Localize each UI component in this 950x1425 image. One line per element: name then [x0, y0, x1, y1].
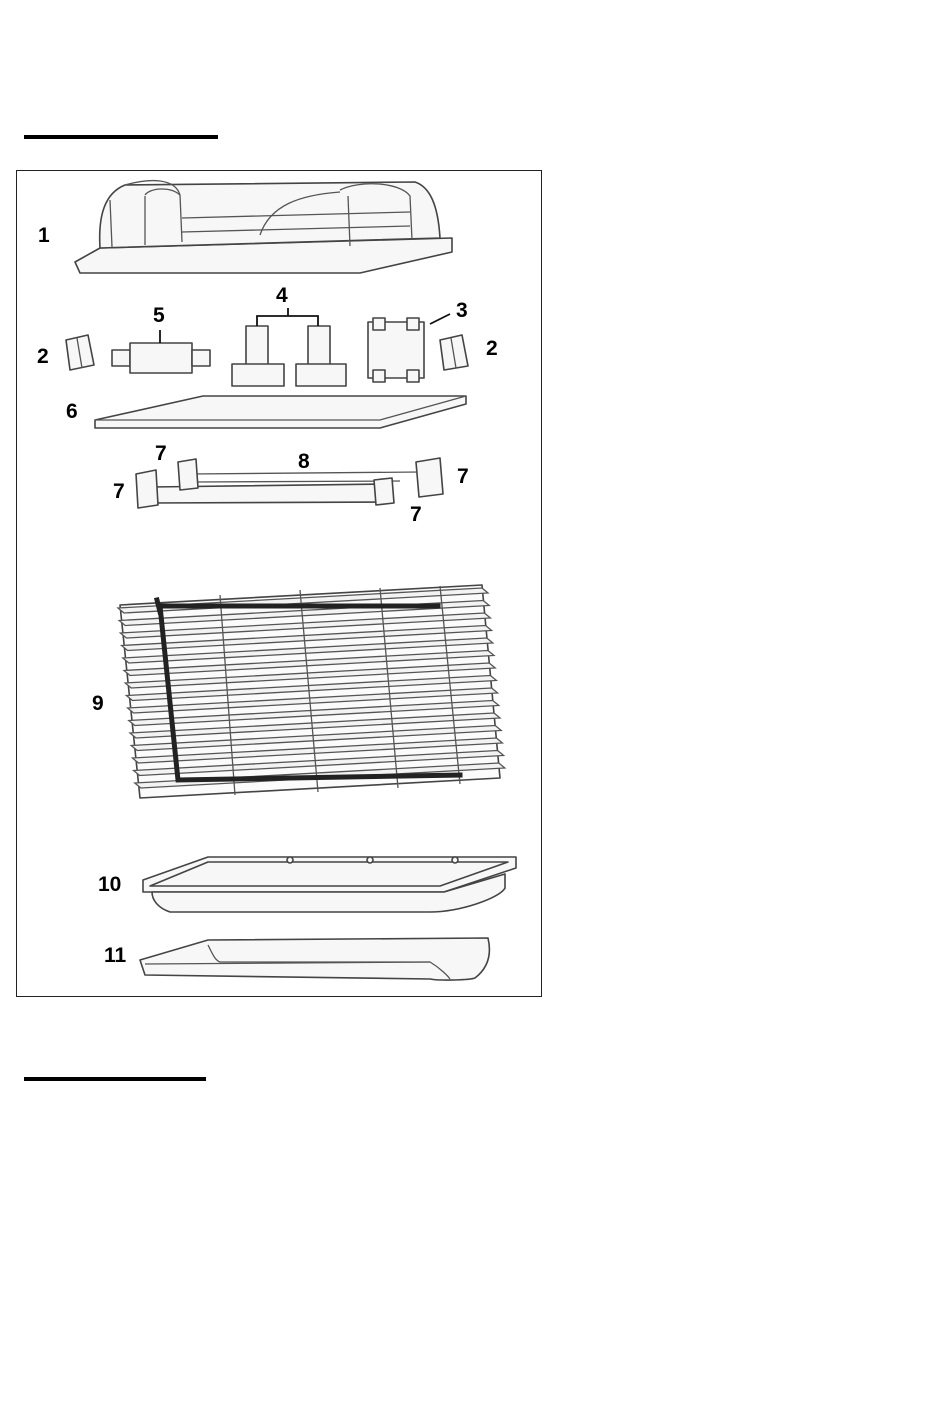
louver-grille-icon [118, 585, 505, 798]
callout-label: 3 [456, 299, 468, 322]
callout-label: 7 [457, 465, 469, 488]
top-cover-icon [75, 181, 452, 273]
clip-icon [416, 458, 443, 497]
mount-block-icon [232, 308, 346, 386]
callout-label: 6 [66, 400, 78, 423]
callout-label: 1 [38, 224, 50, 247]
callout-label: 2 [37, 345, 49, 368]
callout-label: 7 [113, 480, 125, 503]
clip-icon [178, 459, 198, 490]
clip-icon [374, 478, 394, 505]
callout-label: 7 [410, 503, 422, 526]
callout-label: 11 [104, 944, 127, 967]
callout-label: 5 [153, 304, 165, 327]
end-cap-icon [440, 335, 468, 370]
tray-frame-icon [143, 857, 516, 912]
clip-icon [136, 470, 158, 508]
callout-label: 2 [486, 337, 498, 360]
connector-icon [112, 330, 210, 373]
end-cap-icon [66, 335, 94, 370]
callout-label: 8 [298, 450, 310, 473]
callout-label: 10 [98, 873, 122, 896]
callout-label: 9 [92, 692, 104, 715]
base-plate-icon [95, 396, 466, 428]
bracket-plate-icon [368, 314, 450, 382]
callout-label: 7 [155, 442, 167, 465]
callout-label: 4 [276, 284, 288, 307]
drip-tray-icon [140, 938, 489, 980]
